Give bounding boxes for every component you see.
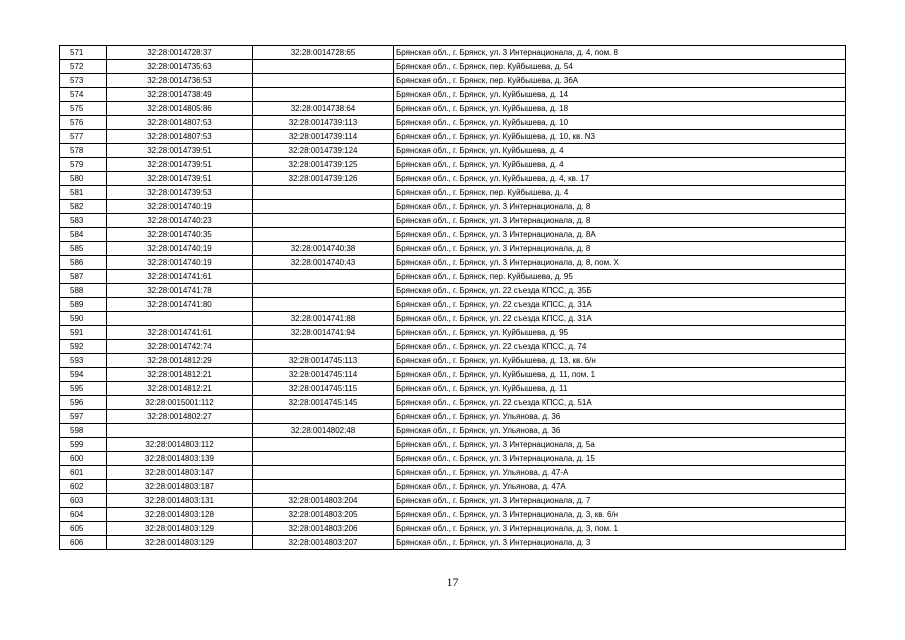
cadastral-table (59, 45, 846, 550)
address-cell: Брянская обл., г. Брянск, ул. 3 Интернационала, д. 8 (394, 214, 846, 228)
address-cell: Брянская обл., г. Брянск, ул. 22 съезда КПСС, д. 31А (394, 312, 846, 326)
table-row (60, 256, 846, 270)
table-row (60, 144, 846, 158)
row-number-cell: 604 (60, 508, 107, 522)
cadastral-number-cell: 32:28:0014805:86 (107, 102, 253, 116)
row-number-cell: 591 (60, 326, 107, 340)
row-number-cell: 575 (60, 102, 107, 116)
row-number-cell: 599 (60, 438, 107, 452)
cadastral-number-cell: 32:28:0014803:128 (107, 508, 253, 522)
row-number-cell: 588 (60, 284, 107, 298)
table-row (60, 508, 846, 522)
cadastral-number-secondary-cell: 32:28:0014803:205 (253, 508, 394, 522)
cadastral-number-secondary-cell (253, 480, 394, 494)
row-number-cell: 580 (60, 172, 107, 186)
table-row (60, 466, 846, 480)
row-number-cell: 597 (60, 410, 107, 424)
table-row (60, 410, 846, 424)
cadastral-number-secondary-cell (253, 200, 394, 214)
address-cell: Брянская обл., г. Брянск, ул. 3 Интернационала, д. 8 (394, 200, 846, 214)
table-row (60, 312, 846, 326)
address-cell: Брянская обл., г. Брянск, ул. 3 Интернационала, д. 8А (394, 228, 846, 242)
address-cell: Брянская обл., г. Брянск, ул. Ульянова, д. 36 (394, 410, 846, 424)
cadastral-number-secondary-cell: 32:28:0014739:125 (253, 158, 394, 172)
address-cell: Брянская обл., г. Брянск, ул. 22 съезда КПСС, д. 74 (394, 340, 846, 354)
row-number-cell: 606 (60, 536, 107, 550)
row-number-cell: 600 (60, 452, 107, 466)
cadastral-number-cell: 32:28:0014739:53 (107, 186, 253, 200)
cadastral-number-secondary-cell (253, 340, 394, 354)
table-row (60, 214, 846, 228)
address-cell: Брянская обл., г. Брянск, ул. 22 съезда КПСС, д. 35Б (394, 284, 846, 298)
row-number-cell: 577 (60, 130, 107, 144)
table-row (60, 494, 846, 508)
table-row (60, 438, 846, 452)
cadastral-number-cell: 32:28:0014803:147 (107, 466, 253, 480)
row-number-cell: 587 (60, 270, 107, 284)
cadastral-number-cell: 32:28:0014739:51 (107, 144, 253, 158)
table-row (60, 368, 846, 382)
cadastral-number-cell: 32:28:0014803:139 (107, 452, 253, 466)
cadastral-number-cell: 32:28:0014740:23 (107, 214, 253, 228)
row-number-cell: 585 (60, 242, 107, 256)
cadastral-number-cell: 32:28:0014803:129 (107, 536, 253, 550)
table-row (60, 536, 846, 550)
address-cell: Брянская обл., г. Брянск, ул. Ульянова, д. 36 (394, 424, 846, 438)
cadastral-number-secondary-cell: 32:28:0014739:114 (253, 130, 394, 144)
cadastral-number-cell: 32:28:0014741:61 (107, 270, 253, 284)
cadastral-number-secondary-cell (253, 298, 394, 312)
address-cell: Брянская обл., г. Брянск, ул. Ульянова, д. 47А (394, 480, 846, 494)
row-number-cell: 594 (60, 368, 107, 382)
cadastral-number-secondary-cell: 32:28:0014739:113 (253, 116, 394, 130)
row-number-cell: 592 (60, 340, 107, 354)
address-cell: Брянская обл., г. Брянск, ул. 3 Интернационала, д. 7 (394, 494, 846, 508)
cadastral-number-cell: 32:28:0015001:112 (107, 396, 253, 410)
cadastral-number-secondary-cell: 32:28:0014740:38 (253, 242, 394, 256)
address-cell: Брянская обл., г. Брянск, ул. 3 Интернационала, д. 5а (394, 438, 846, 452)
cadastral-number-secondary-cell (253, 270, 394, 284)
table-row (60, 396, 846, 410)
table-row (60, 200, 846, 214)
cadastral-number-secondary-cell: 32:28:0014739:126 (253, 172, 394, 186)
cadastral-number-cell: 32:28:0014803:129 (107, 522, 253, 536)
address-cell: Брянская обл., г. Брянск, ул. 3 Интернационала, д. 15 (394, 452, 846, 466)
cadastral-number-secondary-cell (253, 410, 394, 424)
table-row (60, 424, 846, 438)
address-cell: Брянская обл., г. Брянск, ул. Куйбышева, д. 11 (394, 382, 846, 396)
row-number-cell: 574 (60, 88, 107, 102)
cadastral-number-cell: 32:28:0014738:49 (107, 88, 253, 102)
table-row (60, 130, 846, 144)
cadastral-number-cell: 32:28:0014739:51 (107, 158, 253, 172)
cadastral-number-secondary-cell (253, 452, 394, 466)
address-cell: Брянская обл., г. Брянск, ул. 3 Интернационала, д. 8, пом. X (394, 256, 846, 270)
cadastral-number-cell: 32:28:0014735:63 (107, 60, 253, 74)
address-cell: Брянская обл., г. Брянск, ул. Куйбышева, д. 4 (394, 144, 846, 158)
address-cell: Брянская обл., г. Брянск, ул. Куйбышева, д. 14 (394, 88, 846, 102)
row-number-cell: 598 (60, 424, 107, 438)
cadastral-number-cell: 32:28:0014742:74 (107, 340, 253, 354)
address-cell: Брянская обл., г. Брянск, ул. 3 Интернационала, д. 3, кв. 6/н (394, 508, 846, 522)
cadastral-number-cell: 32:28:0014740:19 (107, 256, 253, 270)
address-cell: Брянская обл., г. Брянск, ул. 3 Интернационала, д. 8 (394, 242, 846, 256)
cadastral-number-cell: 32:28:0014807:53 (107, 130, 253, 144)
table-row (60, 354, 846, 368)
address-cell: Брянская обл., г. Брянск, ул. Куйбышева, д. 18 (394, 102, 846, 116)
cadastral-number-secondary-cell: 32:28:0014802:48 (253, 424, 394, 438)
address-cell: Брянская обл., г. Брянск, ул. Куйбышева, д. 13, кв. 6/н (394, 354, 846, 368)
row-number-cell: 584 (60, 228, 107, 242)
table-row (60, 102, 846, 116)
table-row (60, 284, 846, 298)
table-row (60, 172, 846, 186)
table-row (60, 60, 846, 74)
address-cell: Брянская обл., г. Брянск, пер. Куйбышева, д. 4 (394, 186, 846, 200)
address-cell: Брянская обл., г. Брянск, ул. Куйбышева, д. 95 (394, 326, 846, 340)
table-row (60, 340, 846, 354)
cadastral-number-secondary-cell: 32:28:0014803:206 (253, 522, 394, 536)
cadastral-number-secondary-cell: 32:28:0014745:145 (253, 396, 394, 410)
table-row (60, 158, 846, 172)
cadastral-number-secondary-cell (253, 88, 394, 102)
address-cell: Брянская обл., г. Брянск, ул. Куйбышева, д. 10, кв. N3 (394, 130, 846, 144)
row-number-cell: 572 (60, 60, 107, 74)
cadastral-number-secondary-cell (253, 60, 394, 74)
cadastral-number-cell (107, 424, 253, 438)
table-row (60, 298, 846, 312)
cadastral-number-cell: 32:28:0014802:27 (107, 410, 253, 424)
row-number-cell: 601 (60, 466, 107, 480)
row-number-cell: 576 (60, 116, 107, 130)
address-cell: Брянская обл., г. Брянск, ул. Куйбышева, д. 4 (394, 158, 846, 172)
cadastral-number-secondary-cell (253, 284, 394, 298)
cadastral-number-secondary-cell (253, 438, 394, 452)
table-row (60, 186, 846, 200)
cadastral-number-cell: 32:28:0014740:19 (107, 242, 253, 256)
row-number-cell: 581 (60, 186, 107, 200)
cadastral-number-secondary-cell: 32:28:0014803:204 (253, 494, 394, 508)
cadastral-number-cell: 32:28:0014803:131 (107, 494, 253, 508)
cadastral-number-secondary-cell (253, 214, 394, 228)
row-number-cell: 573 (60, 74, 107, 88)
cadastral-number-cell: 32:28:0014739:51 (107, 172, 253, 186)
row-number-cell: 578 (60, 144, 107, 158)
cadastral-number-secondary-cell: 32:28:0014741:94 (253, 326, 394, 340)
table-row (60, 242, 846, 256)
table-row (60, 270, 846, 284)
table-row (60, 480, 846, 494)
row-number-cell: 583 (60, 214, 107, 228)
cadastral-number-cell: 32:28:0014728:37 (107, 46, 253, 60)
table-row (60, 74, 846, 88)
row-number-cell: 593 (60, 354, 107, 368)
row-number-cell: 602 (60, 480, 107, 494)
row-number-cell: 571 (60, 46, 107, 60)
cadastral-number-cell: 32:28:0014741:80 (107, 298, 253, 312)
table-row (60, 452, 846, 466)
address-cell: Брянская обл., г. Брянск, ул. Ульянова, д. 47-А (394, 466, 846, 480)
cadastral-number-cell: 32:28:0014741:61 (107, 326, 253, 340)
table-body (60, 46, 846, 550)
cadastral-number-secondary-cell: 32:28:0014739:124 (253, 144, 394, 158)
cadastral-number-secondary-cell (253, 228, 394, 242)
table-row (60, 382, 846, 396)
address-cell: Брянская обл., г. Брянск, ул. Куйбышева, д. 11, пом. 1 (394, 368, 846, 382)
row-number-cell: 589 (60, 298, 107, 312)
cadastral-number-cell: 32:28:0014741:78 (107, 284, 253, 298)
table-row (60, 88, 846, 102)
address-cell: Брянская обл., г. Брянск, ул. 3 Интернационала, д. 3 (394, 536, 846, 550)
address-cell: Брянская обл., г. Брянск, ул. 3 Интернационала, д. 3, пом. 1 (394, 522, 846, 536)
cadastral-number-secondary-cell (253, 74, 394, 88)
cadastral-number-cell: 32:28:0014812:21 (107, 382, 253, 396)
address-cell: Брянская обл., г. Брянск, ул. Куйбышева, д. 4, кв. 17 (394, 172, 846, 186)
cadastral-number-cell: 32:28:0014740:35 (107, 228, 253, 242)
row-number-cell: 605 (60, 522, 107, 536)
cadastral-number-secondary-cell (253, 186, 394, 200)
row-number-cell: 595 (60, 382, 107, 396)
cadastral-number-cell: 32:28:0014812:29 (107, 354, 253, 368)
row-number-cell: 596 (60, 396, 107, 410)
cadastral-number-cell: 32:28:0014803:187 (107, 480, 253, 494)
address-cell: Брянская обл., г. Брянск, ул. 22 съезда КПСС, д. 51А (394, 396, 846, 410)
table-row (60, 116, 846, 130)
address-cell: Брянская обл., г. Брянск, ул. 3 Интернационала, д. 4, пом. 8 (394, 46, 846, 60)
row-number-cell: 603 (60, 494, 107, 508)
address-cell: Брянская обл., г. Брянск, пер. Куйбышева, д. 95 (394, 270, 846, 284)
table-row (60, 46, 846, 60)
cadastral-number-secondary-cell: 32:28:0014740:43 (253, 256, 394, 270)
cadastral-number-cell: 32:28:0014803:112 (107, 438, 253, 452)
cadastral-number-cell (107, 312, 253, 326)
cadastral-number-cell: 32:28:0014740:19 (107, 200, 253, 214)
address-cell: Брянская обл., г. Брянск, пер. Куйбышева, д. 36А (394, 74, 846, 88)
page-number: 17 (446, 575, 459, 589)
address-cell: Брянская обл., г. Брянск, пер. Куйбышева, д. 54 (394, 60, 846, 74)
row-number-cell: 582 (60, 200, 107, 214)
row-number-cell: 579 (60, 158, 107, 172)
address-cell: Брянская обл., г. Брянск, ул. 22 съезда КПСС, д. 31А (394, 298, 846, 312)
table-row (60, 326, 846, 340)
cadastral-number-cell: 32:28:0014807:53 (107, 116, 253, 130)
address-cell: Брянская обл., г. Брянск, ул. Куйбышева, д. 10 (394, 116, 846, 130)
row-number-cell: 586 (60, 256, 107, 270)
table-row (60, 522, 846, 536)
cadastral-number-secondary-cell: 32:28:0014745:114 (253, 368, 394, 382)
cadastral-number-secondary-cell: 32:28:0014803:207 (253, 536, 394, 550)
row-number-cell: 590 (60, 312, 107, 326)
cadastral-number-cell: 32:28:0014736:53 (107, 74, 253, 88)
cadastral-number-secondary-cell (253, 466, 394, 480)
cadastral-number-secondary-cell: 32:28:0014738:64 (253, 102, 394, 116)
table-row (60, 228, 846, 242)
cadastral-number-secondary-cell: 32:28:0014745:113 (253, 354, 394, 368)
cadastral-number-secondary-cell: 32:28:0014728:65 (253, 46, 394, 60)
cadastral-number-secondary-cell: 32:28:0014745:115 (253, 382, 394, 396)
cadastral-number-secondary-cell: 32:28:0014741:88 (253, 312, 394, 326)
cadastral-number-cell: 32:28:0014812:21 (107, 368, 253, 382)
